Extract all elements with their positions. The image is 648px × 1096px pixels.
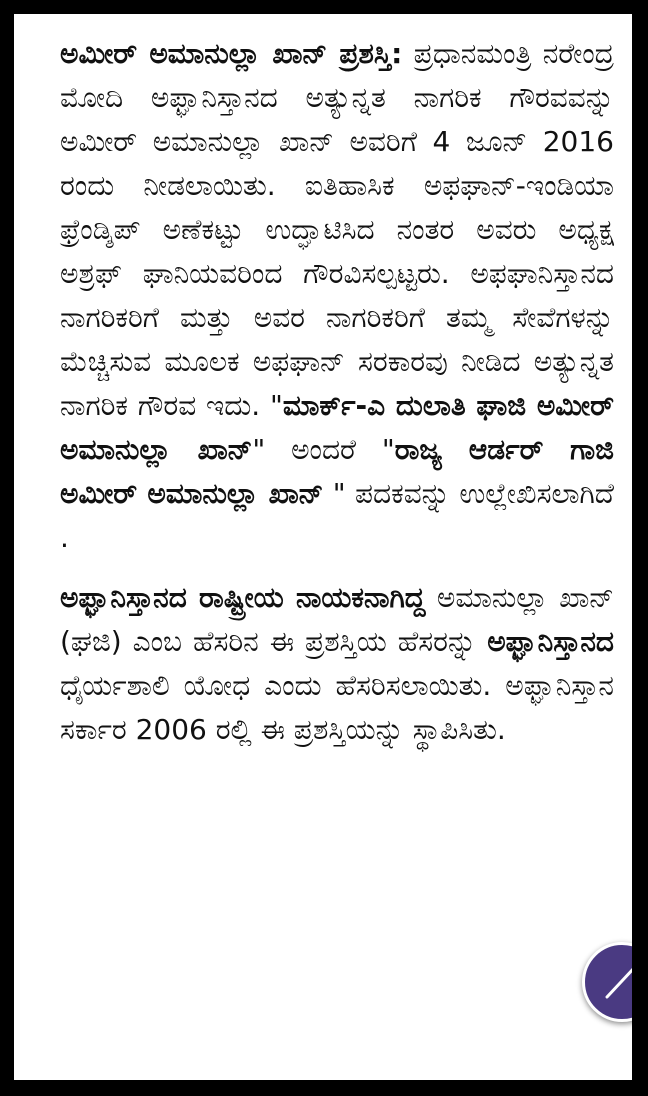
- national-hero-phrase: ಅಫ್ಘಾನಿಸ್ತಾನದ ರಾಷ್ಟ್ರೀಯ ನಾಯಕನಾಗಿದ್ದ: [60, 581, 426, 614]
- medal-name-translation: ರಾಜ್ಯ ಆರ್ಡರ್ ಗಾಜಿ ಅಮೀರ್ ಅಮಾನುಲ್ಲಾ ಖಾನ್: [60, 433, 614, 510]
- edit-fab-button[interactable]: [582, 942, 632, 1022]
- paragraph-text: " ಅಂದರೆ ": [252, 433, 395, 466]
- medal-name-original: ಮಾರ್ಕ್-ಎ ದುಲಾತಿ ಘಾಜಿ ಅಮೀರ್ ಅಮಾನುಲ್ಲಾ ಖಾನ್: [60, 389, 614, 466]
- paragraph-text: ಅಮಾನುಲ್ಲಾ ಖಾನ್ (ಘಜಿ) ಎಂಬ ಹೆಸರಿನ ಈ ಪ್ರಶಸ್ತಿಯ ಹೆಸರನ್ನು: [60, 581, 614, 658]
- edit-pencil-icon: [599, 959, 632, 1005]
- article-screen: [14, 14, 632, 1080]
- paragraph-award-history: [60, 576, 614, 752]
- paragraph-amanullah-award: [60, 32, 614, 560]
- article-body: [60, 32, 614, 768]
- paragraph-text: ಧೈರ್ಯಶಾಲಿ ಯೋಧ ಎಂದು ಹೆಸರಿಸಲಾಯಿತು. ಅಫ್ಘಾನಿಸ್ತಾನ ಸರ್ಕಾರ 2006 ರಲ್ಲಿ ಈ ಪ್ರಶಸ್ತಿಯನ್ನು ಸ್ಥಾಪಿಸಿತು.: [60, 669, 614, 746]
- paragraph-text: ಪ್ರಧಾನಮಂತ್ರಿ ನರೇಂದ್ರ ಮೋದಿ ಅಫ್ಘಾನಿಸ್ತಾನದ ಅತ್ಯುನ್ನತ ನಾಗರಿಕ ಗೌರವವನ್ನು ಅಮೀರ್ ಅಮಾನುಲ್ಲಾ ಖಾನ್ ಅವರಿಗೆ 4 ಜೂನ್ 2016 ರಂದು ನೀಡಲಾಯಿತು. ಐತಿಹಾಸಿಕ ಅಫಘಾನ್-ಇಂಡಿಯಾ ಫ್ರೆಂಡ್ಶಿಪ್ ಅಣೆಕಟ್ಟು ಉದ್ಘಾಟಿಸಿದ ನಂತರ ಅವರು ಅಧ್ಯಕ್ಷ ಅಶ್ರಫ್ ಘಾನಿಯವರಿಂದ ಗೌರವಿಸಲ್ಪಟ್ಟರು. ಅಫಘಾನಿಸ್ತಾನದ ನಾಗರಿಕರಿಗೆ ಮತ್ತು ಅವರ ನಾಗರಿಕರಿಗೆ ತಮ್ಮ ಸೇವೆಗಳನ್ನು ಮೆಚ್ಚಿಸುವ ಮೂಲಕ ಅಫಘಾನ್ ಸರಕಾರವು ನೀಡಿದ ಅತ್ಯುನ್ನತ ನಾಗರಿಕ ಗೌರವ ಇದು. ": [60, 37, 615, 422]
- paragraph-text: " ಪದಕವನ್ನು ಉಲ್ಲೇಖಿಸಲಾಗಿದೆ .: [60, 477, 614, 554]
- award-heading: ಅಮೀರ್ ಅಮಾನುಲ್ಲಾ ಖಾನ್ ಪ್ರಶಸ್ತಿ:: [60, 37, 403, 70]
- afghanistan-phrase: ಅಫ್ಘಾನಿಸ್ತಾನದ: [487, 625, 614, 658]
